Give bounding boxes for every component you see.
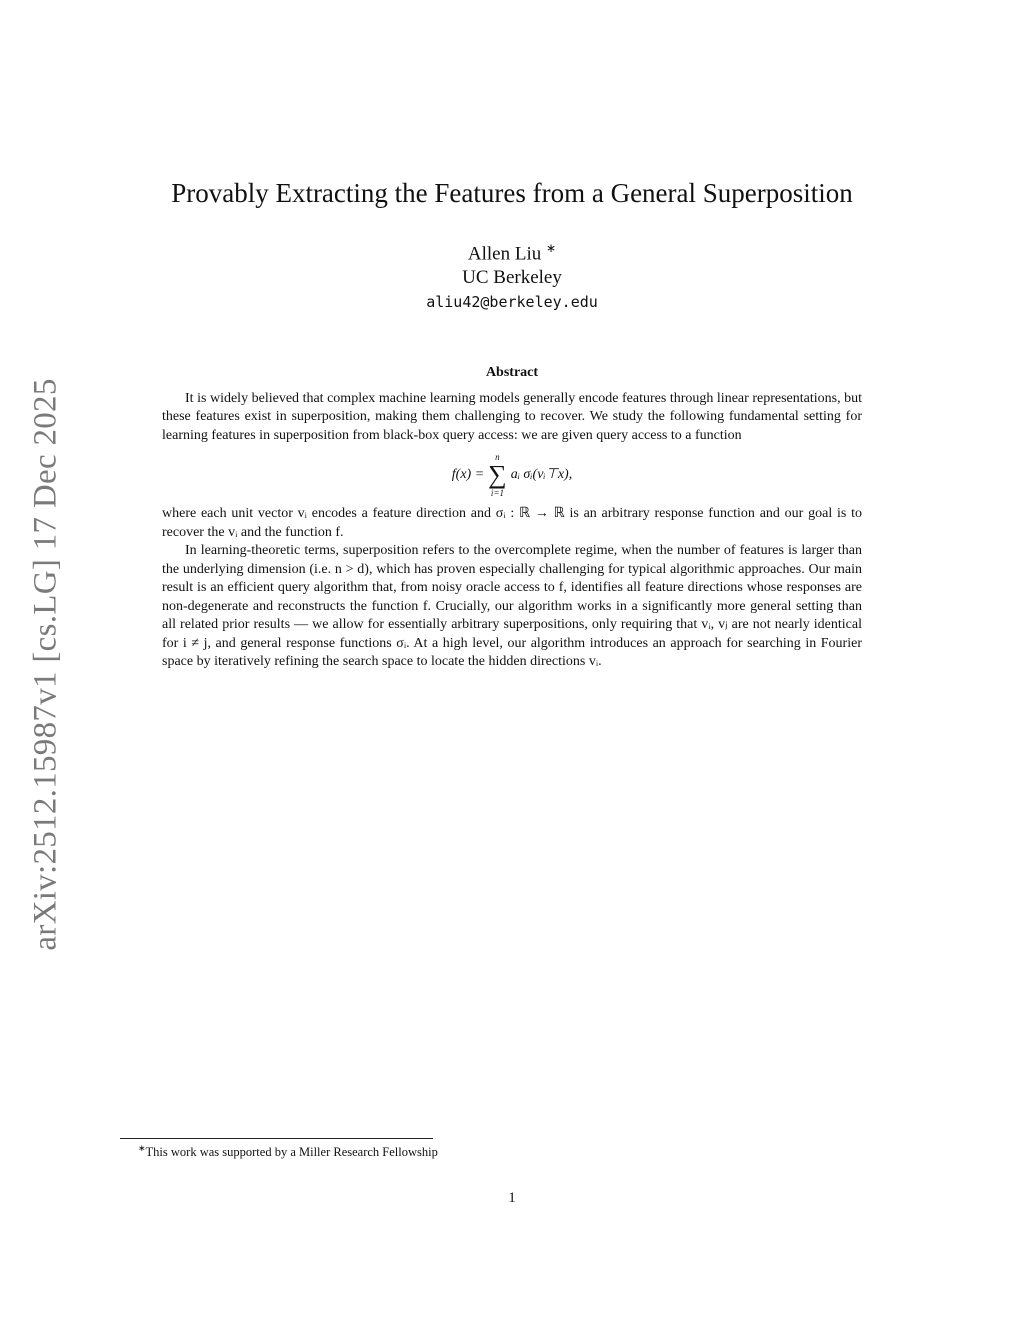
author-affiliation: UC Berkeley [462, 267, 562, 289]
equation-lhs: f(x) = [451, 466, 485, 482]
arxiv-side-stamp [18, 372, 74, 956]
abstract-paragraph-2: where each unit vector vᵢ encodes a feature direction and σᵢ : ℝ → ℝ is an arbitrary response function and our goal is to recover the vᵢ and the function f. [162, 506, 862, 540]
paper-title: Provably Extracting the Features from a General Superposition [171, 178, 853, 208]
author-name: Allen Liu [467, 243, 542, 265]
abstract-section [162, 364, 862, 672]
footnote [138, 1143, 438, 1160]
equation-rhs: aᵢ σᵢ(vᵢ⊤x), [510, 466, 573, 482]
author-line [0, 236, 1024, 266]
summation [488, 452, 507, 498]
footnote-mark: ∗ [138, 1143, 146, 1153]
footnote-divider [120, 1138, 433, 1139]
arxiv-identifier: arXiv:2512.15987v1 [cs.LG] 17 Dec 2025 [27, 377, 64, 951]
footnote-text: This work was supported by a Miller Research Fellowship [145, 1145, 438, 1160]
abstract-heading: Abstract [485, 365, 539, 380]
sum-lower-limit: i=1 [490, 488, 504, 498]
author-email[interactable]: aliu42@berkeley.edu [426, 293, 598, 312]
abstract-paragraph-1: It is widely believed that complex machine learning models generally encode features through linear representations, but these features exist in superposition, making them challenging to recover. We study the following fundamental setting for learning features in superposition from black-box query access: we are given query access to a function [162, 390, 862, 443]
author-footnote-mark: ∗ [546, 241, 557, 255]
sum-symbol: ∑ [488, 460, 507, 489]
page-number: 1 [508, 1190, 516, 1206]
abstract-paragraph-3: In learning-theoretic terms, superposition refers to the overcomplete regime, when the number of features is larger than the underlying dimension (i.e. n > d), which has proven especially challenging for typical algorithmic approaches. Our main result is an efficient query algorithm that, from noisy oracle access to f, identifies all feature directions whose responses are non-degenerate and reconstructs the function f. Crucially, our algorithm works in a significantly more general setting than all related prior results — we allow for essentially arbitrary superpositions, only requiring that vᵢ, vⱼ are not nearly identical for i ≠ j, and general response functions σᵢ. At a high level, our algorithm introduces an approach for searching in Fourier space by iteratively refining the search space to locate the hidden directions vᵢ. [162, 543, 862, 669]
author-block [0, 236, 1024, 314]
abstract-equation [162, 451, 862, 499]
sum-upper-limit: n [495, 452, 500, 462]
